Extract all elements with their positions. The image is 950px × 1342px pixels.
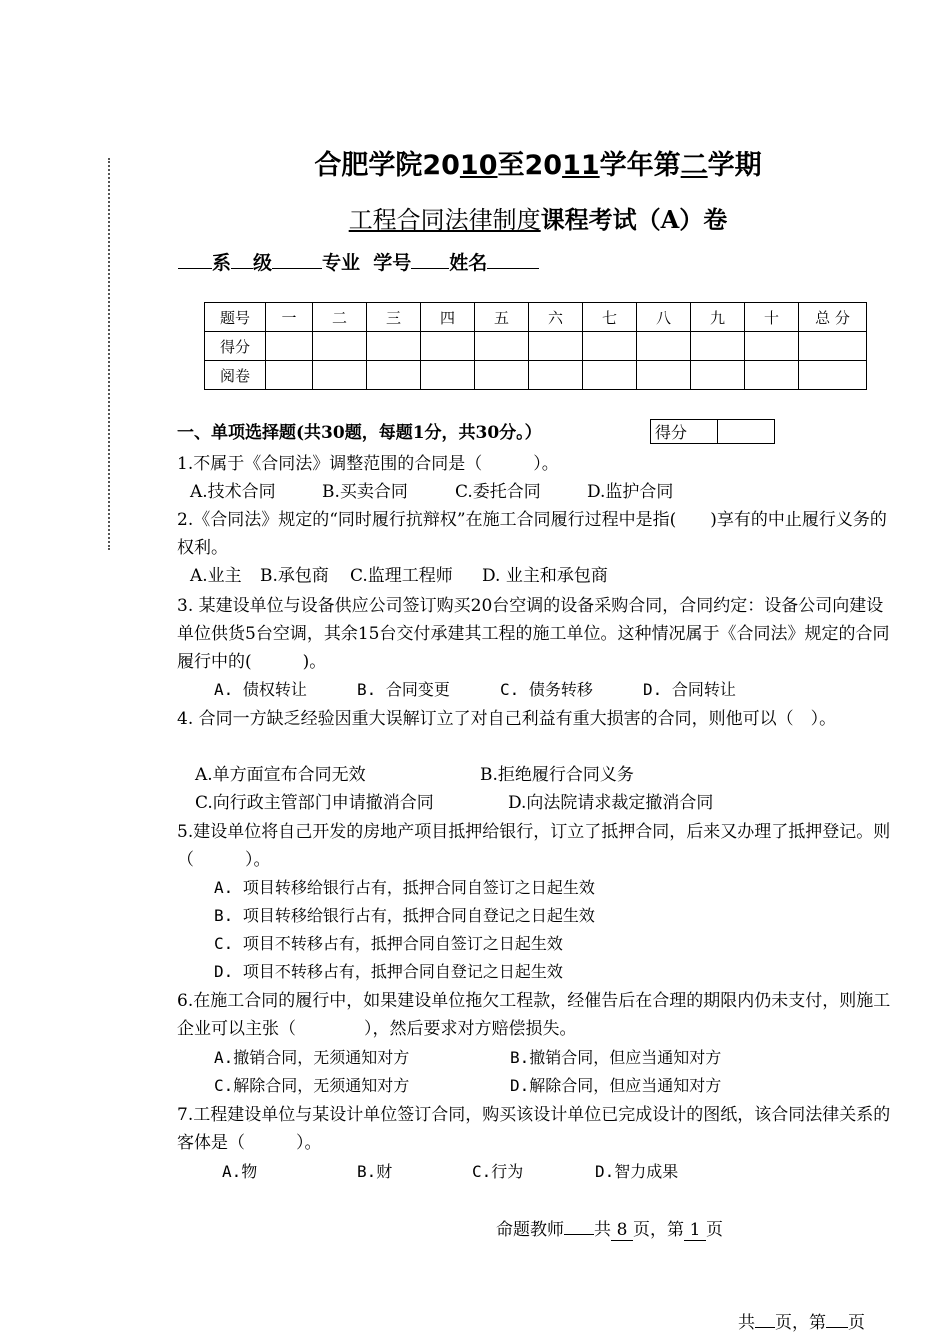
option: A.业主 [190,566,242,586]
option: A. 项目转移给银行占有，抵押合同自签订之日起生效 [214,878,595,897]
reviewer-cell[interactable] [475,361,529,390]
reviewer-cell[interactable] [421,361,475,390]
option: B.承包商 [260,566,329,586]
score-cell[interactable] [266,332,313,361]
option: B.撤销合同，但应当通知对方 [510,1048,722,1067]
score-table-header-row [205,303,867,332]
table-header-cell: 四 [421,303,475,332]
option: A.物 [222,1162,258,1181]
question-stem: 5.建设单位将自己开发的房地产项目抵押给银行，订立了抵押合同，后来又办理了抵押登记。则（ ）。 [177,822,891,870]
option: A.技术合同 [190,482,276,502]
option: B. 合同变更 [357,680,450,699]
option: C.向行政主管部门申请撤消合同 [195,793,434,813]
reviewer-cell[interactable] [691,361,745,390]
score-row [205,332,867,361]
score-cell[interactable] [421,332,475,361]
option: A.撤销合同，无须通知对方 [214,1048,410,1067]
reviewer-cell[interactable] [367,361,421,390]
reviewer-cell[interactable] [313,361,367,390]
teacher-blank[interactable] [564,1234,594,1235]
score-box-label: 得分 [651,420,718,444]
score-cell[interactable] [691,332,745,361]
table-header-cell: 九 [691,303,745,332]
reviewer-cell[interactable] [637,361,691,390]
table-header-cell: 二 [313,303,367,332]
score-cell[interactable] [367,332,421,361]
option: D. 业主和承包商 [482,566,608,586]
option: D.智力成果 [595,1162,679,1181]
reviewer-cell[interactable] [583,361,637,390]
option: D.监护合同 [587,482,674,502]
option: A. 债权转让 [214,680,307,699]
option: C. 债务转移 [500,680,593,699]
section-score-box [650,419,775,444]
option: D.解除合同，但应当通知对方 [510,1076,722,1095]
score-cell[interactable] [799,332,867,361]
table-header-cell: 十 [745,303,799,332]
option: C.监理工程师 [350,566,453,586]
semester-value: 二 [680,150,708,181]
score-cell[interactable] [583,332,637,361]
table-header-cell: 题号 [205,303,266,332]
option: C.行为 [472,1162,524,1181]
question-stem: 6.在施工合同的履行中，如果建设单位拖欠工程款，经催告后在合理的期限内仍未支付，则施工企业可以主张（ ），然后要求对方赔偿损失。 [177,991,891,1039]
bottom-page-blank[interactable] [826,1327,848,1328]
row-label: 阅卷 [205,361,266,390]
reviewer-cell[interactable] [266,361,313,390]
bottom-page-counter: 共 页，第 页 [738,1313,865,1333]
option: B.财 [357,1162,393,1181]
option: C.委托合同 [455,482,541,502]
page-footer: 命题教师 共 8 页，第 1 页 [496,1220,723,1240]
table-header-cell: 一 [266,303,313,332]
row-label: 得分 [205,332,266,361]
table-header-cell: 八 [637,303,691,332]
option: C. 项目不转移占有，抵押合同自签订之日起生效 [214,934,563,953]
option: D. 项目不转移占有，抵押合同自登记之日起生效 [214,962,563,981]
score-cell[interactable] [529,332,583,361]
option: B.买卖合同 [322,482,408,502]
option: C.解除合同，无须通知对方 [214,1076,410,1095]
exam-title: 合肥学院2010至2011学年第二学期 [314,150,762,181]
score-table [204,302,867,390]
question-stem: 7.工程建设单位与某设计单位签订合同，购买该设计单位已完成设计的图纸，该合同法律关系的客体是（ ）。 [177,1105,891,1153]
reviewer-cell[interactable] [799,361,867,390]
exam-subtitle: 工程合同法律制度课程考试（A）卷 [348,205,728,234]
question-stem: 1.不属于《合同法》调整范围的合同是（ ）。 [177,454,559,474]
question-stem: 2.《合同法》规定的“同时履行抗辩权”在施工合同履行过程中是指( )享有的中止履行义务的权利。 [177,510,887,558]
page-number: 1 [684,1220,706,1241]
score-cell[interactable] [745,332,799,361]
option: D. 合同转让 [643,680,736,699]
student-info-line: 系 级 专业 学号 姓名 [178,248,539,275]
reviewer-cell[interactable] [529,361,583,390]
score-cell[interactable] [313,332,367,361]
reviewer-row [205,361,867,390]
reviewer-cell[interactable] [745,361,799,390]
score-cell[interactable] [637,332,691,361]
option: B. 项目转移给银行占有，抵押合同自登记之日起生效 [214,906,595,925]
total-pages: 8 [611,1220,633,1241]
table-header-cell: 总 分 [799,303,867,332]
option: D.向法院请求裁定撤消合同 [508,793,714,813]
section-heading: 一、单项选择题(共30题，每题1分，共30分。） [177,423,542,443]
score-cell[interactable] [475,332,529,361]
table-header-cell: 五 [475,303,529,332]
option: A.单方面宣布合同无效 [195,765,366,785]
score-box-input[interactable] [718,420,775,444]
question-stem: 4. 合同一方缺乏经验因重大误解订立了对自己利益有重大损害的合同，则他可以（ ）。 [177,709,837,729]
table-header-cell: 六 [529,303,583,332]
bottom-total-blank[interactable] [755,1327,775,1328]
table-header-cell: 七 [583,303,637,332]
table-header-cell: 三 [367,303,421,332]
question-stem: 3. 某建设单位与设备供应公司签订购买20台空调的设备采购合同，合同约定：设备公司向建设单位供货5台空调，其余15台交付承建其工程的施工单位。这种情况属于《合同法》规定的合同履行中的( )。 [177,596,890,672]
course-name: 工程合同法律制度 [348,206,541,234]
option: B.拒绝履行合同义务 [480,765,634,785]
